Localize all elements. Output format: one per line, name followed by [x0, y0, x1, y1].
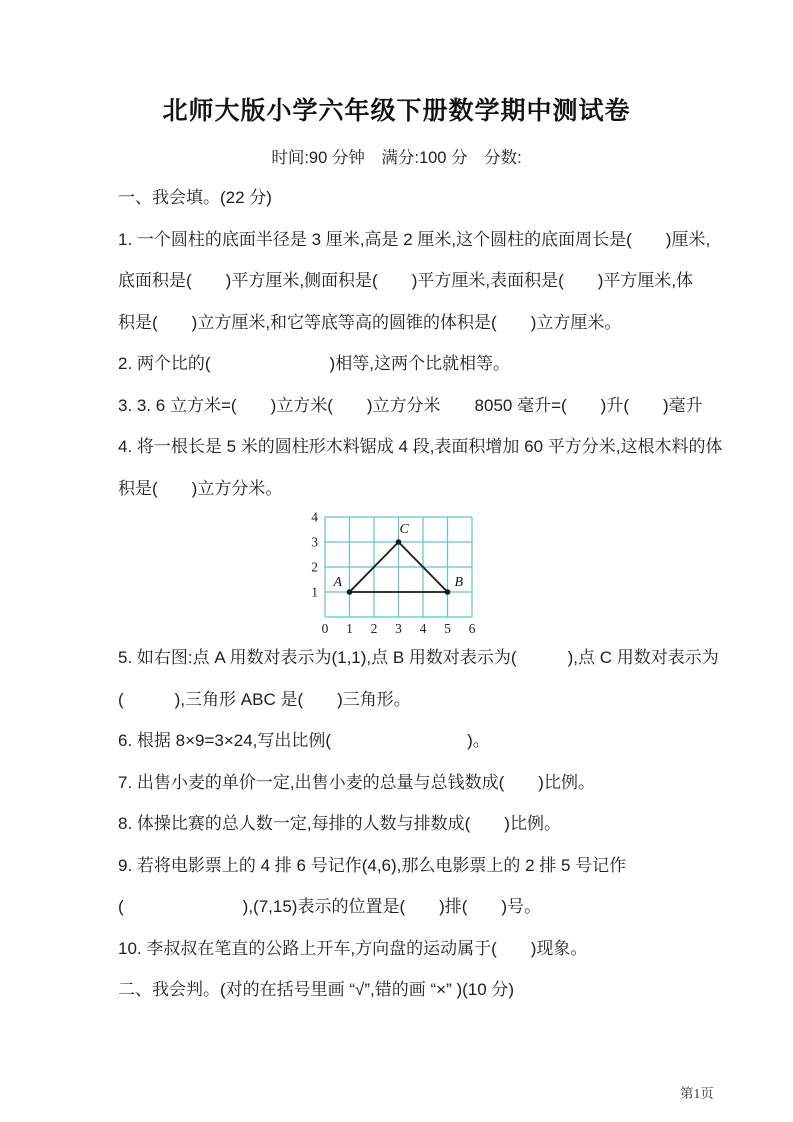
svg-text:0: 0 — [321, 621, 329, 636]
svg-text:2: 2 — [311, 559, 318, 575]
svg-text:5: 5 — [444, 621, 451, 636]
question-3: 3. 3. 6 立方米=( )立方米( )立方分米 8050 毫升=( )升( )毫升 — [118, 395, 703, 415]
question-6: 6. 根据 8×9=3×24,写出比例( )。 — [118, 731, 490, 750]
svg-text:B: B — [454, 575, 464, 590]
svg-text:C: C — [399, 522, 409, 537]
question-1-line-1: 1. 一个圆柱的底面半径是 3 厘米,高是 2 厘米,这个圆柱的底面周长是( )厘米, — [118, 229, 711, 249]
page-number: 第1页 — [680, 1086, 714, 1101]
svg-text:2: 2 — [370, 621, 378, 636]
question-9-line-2: ( ),(7,15)表示的位置是( )排( )号。 — [118, 897, 542, 916]
question-5-line-1: 5. 如右图:点 A 用数对表示为(1,1),点 B 用数对表示为( ),点 C 用数对表示为 — [118, 648, 719, 667]
svg-text:4: 4 — [419, 621, 427, 636]
exam-info-line: 时间:90 分钟 满分:100 分 分数: — [271, 149, 522, 167]
question-5-line-2: ( ),三角形 ABC 是( )三角形。 — [118, 689, 411, 709]
question-8: 8. 体操比赛的总人数一定,每排的人数与排数成( )比例。 — [118, 814, 561, 833]
question-10: 10. 李叔叔在笔直的公路上开车,方向盘的运动属于( )现象。 — [118, 938, 588, 958]
question-4-line-1: 4. 将一根长是 5 米的圆柱形木料锯成 4 段,表面积增加 60 平方分米,这根木料的体 — [118, 437, 723, 456]
question-1-line-2: 底面积是( )平方厘米,侧面积是( )平方厘米,表面积是( )平方厘米,体 — [118, 271, 694, 290]
grid-triangle-svg — [303, 509, 495, 637]
svg-text:1: 1 — [311, 584, 318, 600]
section-1-heading: 一、我会填。(22 分) — [118, 188, 272, 207]
page-title: 北师大版小学六年级下册数学期中测试卷 — [162, 97, 631, 125]
question-9-line-1: 9. 若将电影票上的 4 排 6 号记作(4,6),那么电影票上的 2 排 5 号记作 — [118, 855, 627, 875]
svg-text:A: A — [333, 575, 343, 590]
svg-text:3: 3 — [395, 621, 402, 636]
svg-text:4: 4 — [311, 509, 318, 525]
paper-body — [118, 177, 723, 1011]
question-1-line-3: 积是( )立方厘米,和它等底等高的圆锥的体积是( )立方厘米。 — [118, 312, 622, 332]
section-2-heading: 二、我会判。(对的在括号里画 “√”,错的画 “×” )(10 分) — [118, 980, 515, 999]
coordinate-grid-figure — [118, 509, 680, 637]
svg-text:6: 6 — [468, 621, 476, 636]
svg-text:3: 3 — [311, 534, 318, 550]
question-4-line-2: 积是( )立方分米。 — [118, 478, 283, 498]
svg-text:1: 1 — [346, 621, 353, 636]
question-7: 7. 出售小麦的单价一定,出售小麦的总量与总钱数成( )比例。 — [118, 772, 595, 792]
question-2: 2. 两个比的( )相等,这两个比就相等。 — [118, 354, 510, 373]
